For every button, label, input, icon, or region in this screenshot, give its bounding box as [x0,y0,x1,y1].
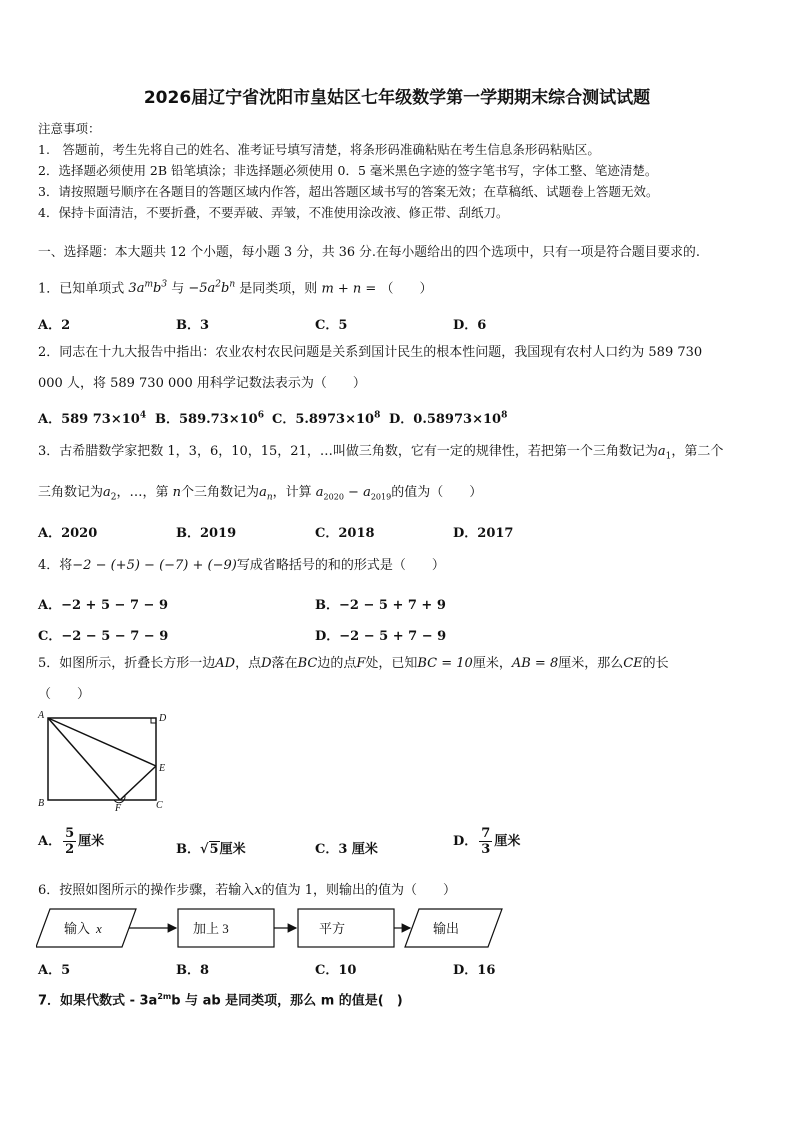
flow-add-label: 加上 3 [193,921,229,936]
notice-item: 3．请按照题号顺序在各题目的答题区域内作答，超出答题区域书写的答案无效；在草稿纸、试题卷上答题无效。 [38,184,659,199]
option-d[interactable]: D．2017 [453,526,514,541]
segment-ae [48,718,156,766]
option-c[interactable]: C．$5.8973\times 10^8$ [272,410,381,427]
flow-input-label: 输入 [64,921,91,936]
label-e: E [159,763,166,774]
question-5-line-2: （ ） [38,687,91,702]
option-c[interactable]: C．10 [315,963,357,978]
square-box [298,909,394,947]
option-a[interactable]: A．5 [38,963,71,978]
flow-input-var: x [96,921,102,936]
label-a: A [38,710,45,721]
question-3-line-1: 3．古希腊数学家把数 1，3，6，10，15，21，…叫做三角数，它有一定的规律性，若把第一个三角数记为$a_1$，第二个 [38,444,724,462]
question-2-line-2: 000 人，将 589 730 000 用科学记数法表示为（ ） [38,376,366,391]
section-heading: 一、选择题：本大题共 12 个小题，每小题 3 分，共 36 分.在每小题给出的四个选项中，只有一项是符合题目要求的. [38,245,700,260]
segment-af [48,718,120,800]
option-a[interactable]: A．589 $73\times 10^4$ [38,410,147,427]
option-c[interactable]: C．3 厘米 [315,842,378,857]
label-b: B [38,798,45,809]
operation-flowchart [36,905,506,953]
question-2-line-1: 2．同志在十九大报告中指出：农业农村农民问题是关系到国计民生的根本性问题，我国现有农村人口约为 589 730 [38,345,703,360]
segment-fe [120,766,156,800]
notice-item: 2．选择题必须使用 2B 铅笔填涂；非选择题必须使用 0．5 毫米黑色字迹的签字笔书写，字体工整、笔迹清楚。 [38,163,658,178]
option-d[interactable]: D． $\frac{7}{3}$ 厘米 [453,826,521,857]
option-a[interactable]: A．−2 + 5 − 7 − 9 [38,598,168,613]
option-d[interactable]: D．−2 − 5 + 7 − 9 [315,629,447,644]
option-b[interactable]: B．−2 − 5 + 7 + 9 [315,598,446,613]
option-d[interactable]: D．$0.58973\times 10^8$ [389,410,508,427]
page-title: 2026届辽宁省沈阳市皇姑区七年级数学第一学期期末综合测试试题 [143,88,651,108]
notice-item: 1. 答题前，考生先将自己的姓名、准考证号填写清楚，将条形码准确粘贴在考生信息条形码粘贴区。 [38,142,600,157]
option-c[interactable]: C．−2 − 5 − 7 − 9 [38,629,169,644]
label-d: D [159,713,167,724]
question-6: 6．按照如图所示的操作步骤，若输入x的值为 1，则输出的值为（ ） [38,883,457,898]
option-a[interactable]: A． $\frac{5}{2}$ 厘米 [38,826,105,857]
option-b[interactable]: B．$589.73\times 10^6$ [155,410,264,427]
rectangle-fold-figure [34,708,174,814]
notice-item: 4．保持卡面清洁，不要折叠，不要弄破、弄皱，不准使用涂改液、修正带、刮纸刀。 [38,205,509,220]
option-b[interactable]: B．2019 [176,526,237,541]
option-d[interactable]: D．6 [453,318,487,333]
question-5-line-1: 5．如图所示，折叠长方形一边AD，点D落在BC边的点F处，已知BC = 10厘米，AB = 8厘米，那么CE的长 [38,656,669,671]
option-a[interactable]: A．2 [38,318,71,333]
option-a[interactable]: A．2020 [38,526,98,541]
flow-square-label: 平方 [319,921,346,936]
option-b[interactable]: B．8 [176,963,210,978]
option-b[interactable]: B．√5厘米 [176,842,246,857]
option-c[interactable]: C．5 [315,318,348,333]
label-f: F [115,803,122,814]
option-d[interactable]: D．16 [453,963,496,978]
question-1: 1．已知单项式 $3a^mb^3$ 与 $-5a^2b^n$ 是同类项，则 m + n = （ ） [38,280,433,297]
question-4: 4．将−2 − (+5) − (−7) + (−9)写成省略括号的和的形式是（ ） [38,558,445,573]
question-7: 7．如果代数式 - $3a^{2m}b$ 与 ab 是同类项，那么 m 的值是( ) [38,992,403,1009]
question-3-line-2: 三角数记为$a_2$，…，第 n个三角数记为$a_n$，计算 $a_{2020} - a_{2019}$的值为（ ） [38,485,483,503]
option-c[interactable]: C．2018 [315,526,375,541]
flow-output-label: 输出 [433,921,460,936]
notice-heading: 注意事项： [38,121,101,136]
option-b[interactable]: B．3 [176,318,210,333]
label-c: C [156,800,163,811]
